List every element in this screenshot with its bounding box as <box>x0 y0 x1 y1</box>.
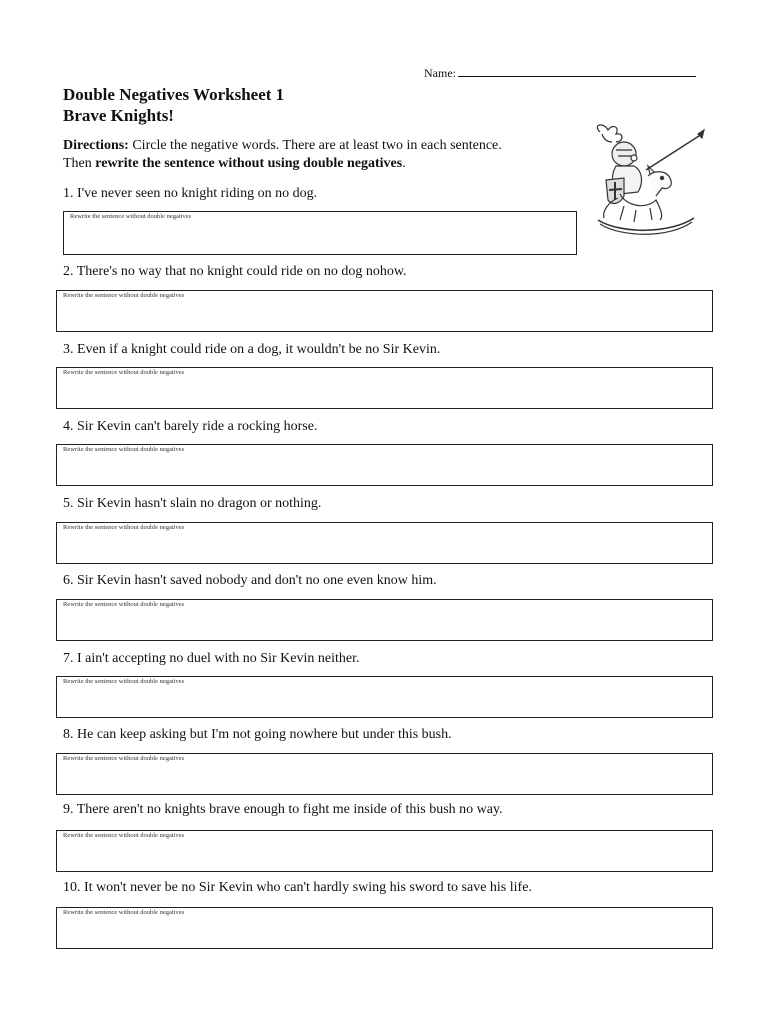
name-label: Name: <box>424 66 456 80</box>
question-6: 6. Sir Kevin hasn't saved nobody and don't no one even know him. <box>63 573 437 588</box>
question-9: 9. There aren't no knights brave enough to fight me inside of this bush no way. <box>63 802 503 817</box>
name-blank-line[interactable] <box>458 66 696 77</box>
directions-label: Directions: <box>63 138 129 153</box>
answer-hint: Rewrite the sentence without double negatives <box>70 213 192 220</box>
answer-box-8[interactable] <box>56 753 713 795</box>
answer-hint: Rewrite the sentence without double negatives <box>63 524 185 531</box>
answer-hint: Rewrite the sentence without double negatives <box>63 832 185 839</box>
answer-box-2[interactable] <box>56 290 713 332</box>
directions-text-3: . <box>402 156 406 171</box>
answer-box-7[interactable] <box>56 676 713 718</box>
question-4: 4. Sir Kevin can't barely ride a rocking horse. <box>63 419 318 434</box>
directions-bold-text: rewrite the sentence without using double negatives <box>95 156 403 171</box>
answer-box-3[interactable] <box>56 367 713 409</box>
answer-hint: Rewrite the sentence without double negatives <box>63 678 185 685</box>
answer-box-6[interactable] <box>56 599 713 641</box>
question-2: 2. There's no way that no knight could ride on no dog nohow. <box>63 264 407 279</box>
question-8: 8. He can keep asking but I'm not going nowhere but under this bush. <box>63 727 452 742</box>
knight-on-rocking-horse-icon <box>590 120 706 250</box>
question-3: 3. Even if a knight could ride on a dog, it wouldn't be no Sir Kevin. <box>63 342 441 357</box>
answer-box-5[interactable] <box>56 522 713 564</box>
answer-hint: Rewrite the sentence without double negatives <box>63 909 185 916</box>
answer-hint: Rewrite the sentence without double negatives <box>63 755 185 762</box>
answer-box-1[interactable] <box>63 211 577 255</box>
answer-box-10[interactable] <box>56 907 713 949</box>
answer-hint: Rewrite the sentence without double negatives <box>63 369 185 376</box>
question-5: 5. Sir Kevin hasn't slain no dragon or nothing. <box>63 496 322 511</box>
question-7: 7. I ain't accepting no duel with no Sir Kevin neither. <box>63 651 360 666</box>
answer-box-4[interactable] <box>56 444 713 486</box>
directions-text-2: Then <box>63 156 96 171</box>
title-line-1: Double Negatives Worksheet 1 <box>63 85 285 104</box>
worksheet-title <box>63 84 284 126</box>
directions <box>63 137 583 173</box>
answer-hint: Rewrite the sentence without double negatives <box>63 292 185 299</box>
answer-hint: Rewrite the sentence without double negatives <box>63 601 185 608</box>
question-10: 10. It won't never be no Sir Kevin who can't hardly swing his sword to save his life. <box>63 880 532 895</box>
name-field[interactable] <box>424 66 696 81</box>
answer-box-9[interactable] <box>56 830 713 872</box>
directions-text-1: Circle the negative words. There are at least two in each sentence. <box>128 138 502 153</box>
question-1: 1. I've never seen no knight riding on no dog. <box>63 186 318 201</box>
answer-hint: Rewrite the sentence without double negatives <box>63 446 185 453</box>
title-line-2: Brave Knights! <box>63 106 174 125</box>
